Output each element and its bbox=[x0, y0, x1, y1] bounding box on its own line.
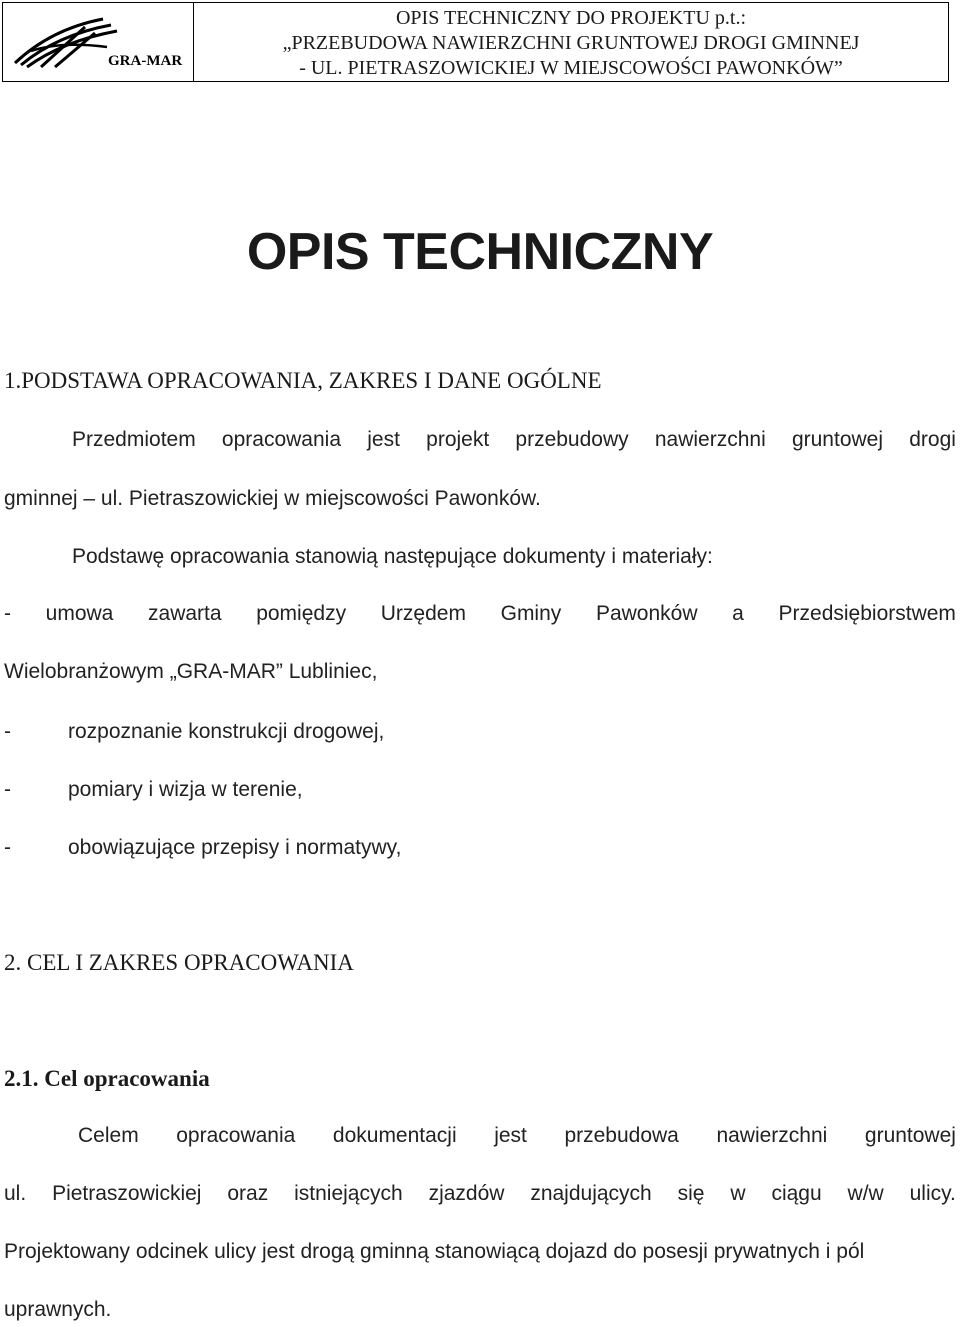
word: jest bbox=[494, 1124, 527, 1147]
section-1-heading: 1.PODSTAWA OPRACOWANIA, ZAKRES I DANE OGÓLNE bbox=[4, 368, 602, 393]
word: umowa bbox=[45, 602, 114, 625]
para-1-line-1 bbox=[72, 428, 956, 452]
word: oraz bbox=[227, 1182, 269, 1205]
list-item-3: pomiary i wizja w terenie, bbox=[68, 778, 303, 801]
word: zawarta bbox=[148, 602, 222, 625]
word: Pietraszowickiej bbox=[52, 1182, 202, 1205]
word: nawierzchni bbox=[654, 428, 766, 451]
subsection-2-1-heading: 2.1. Cel opracowania bbox=[4, 1066, 210, 1091]
word: jest bbox=[367, 428, 400, 451]
list-dash: - bbox=[4, 778, 11, 801]
logo-text: GRA-MAR bbox=[108, 53, 183, 69]
word: gruntowej bbox=[864, 1124, 956, 1147]
word: znajdujących bbox=[530, 1182, 652, 1205]
list-item-2: rozpoznanie konstrukcji drogowej, bbox=[68, 720, 385, 743]
header-title bbox=[194, 3, 948, 81]
list-dash: - bbox=[4, 720, 11, 743]
word: dokumentacji bbox=[332, 1124, 457, 1147]
list-item-1-line-2: Wielobranżowym „GRA-MAR” Lubliniec, bbox=[4, 660, 378, 683]
word: opracowania bbox=[221, 428, 342, 451]
word: ulicy. bbox=[909, 1182, 956, 1205]
word: przebudowy bbox=[515, 428, 629, 451]
word: ul. bbox=[4, 1182, 27, 1205]
gra-mar-logo-icon bbox=[11, 11, 121, 71]
header-line-3: - UL. PIETRASZOWICKIEJ W MIEJSCOWOŚCI PAWONKÓW” bbox=[299, 57, 843, 79]
section-2-line-1 bbox=[78, 1124, 956, 1148]
header-line-1: OPIS TECHNICZNY DO PROJEKTU p.t.: bbox=[395, 7, 747, 29]
word: Pawonków bbox=[595, 602, 698, 625]
word: Celem bbox=[78, 1124, 139, 1147]
word: projekt bbox=[426, 428, 490, 451]
section-2-line-4: uprawnych. bbox=[4, 1298, 112, 1321]
word: gruntowej bbox=[791, 428, 884, 451]
word: istniejących bbox=[294, 1182, 403, 1205]
document-title: OPIS TECHNICZNY bbox=[246, 223, 714, 281]
word: przebudowa bbox=[564, 1124, 679, 1147]
para-2: Podstawę opracowania stanowią następujące dokumenty i materiały: bbox=[72, 545, 713, 568]
document-header bbox=[2, 2, 949, 82]
word: - bbox=[4, 602, 11, 625]
list-dash: - bbox=[4, 836, 11, 859]
word: zjazdów bbox=[428, 1182, 505, 1205]
list-item-4: obowiązujące przepisy i normatywy, bbox=[68, 836, 402, 859]
word: Urzędem bbox=[380, 602, 466, 625]
word: opracowania bbox=[176, 1124, 296, 1147]
header-line-2: „PRZEBUDOWA NAWIERZCHNI GRUNTOWEJ DROGI GMINNEJ bbox=[282, 32, 860, 54]
word: w/w bbox=[847, 1182, 884, 1205]
company-logo bbox=[3, 3, 194, 81]
word: Przedsiębiorstwem bbox=[778, 602, 956, 625]
word: Gminy bbox=[500, 602, 562, 625]
para-1-line-2: gminnej – ul. Pietraszowickiej w miejscowości Pawonków. bbox=[4, 487, 541, 510]
word: drogi bbox=[909, 428, 956, 451]
word: w bbox=[730, 1182, 746, 1205]
word: ciągu bbox=[771, 1182, 822, 1205]
word: a bbox=[732, 602, 744, 625]
word: nawierzchni bbox=[716, 1124, 828, 1147]
section-2-line-2 bbox=[4, 1182, 956, 1206]
section-2-line-3: Projektowany odcinek ulicy jest drogą gminną stanowiącą dojazd do posesji prywatnych i pól bbox=[4, 1240, 865, 1263]
list-item-1-line-1 bbox=[4, 602, 956, 626]
section-2-heading: 2. CEL I ZAKRES OPRACOWANIA bbox=[4, 950, 354, 975]
word: się bbox=[677, 1182, 705, 1205]
word: pomiędzy bbox=[256, 602, 347, 625]
word: Przedmiotem bbox=[72, 428, 196, 451]
